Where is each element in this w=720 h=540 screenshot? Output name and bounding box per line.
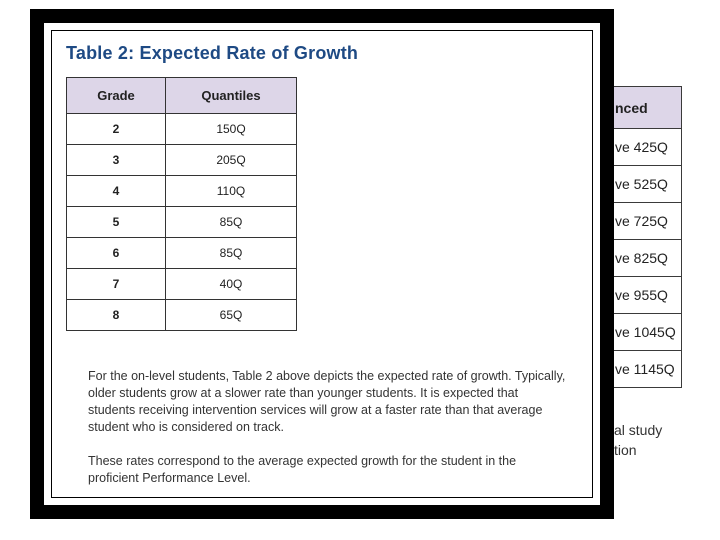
table-row xyxy=(67,269,297,300)
table-row xyxy=(67,176,297,207)
paragraph-growth-description: For the on-level students, Table 2 above depicts the expected rate of growth. Typically, older students grow at a slower rate than younger students. It is expected that students receiving intervention services will grow at a faster rate than that average student who is considered on track. xyxy=(88,369,566,434)
table-row xyxy=(67,114,297,145)
table-row xyxy=(67,300,297,331)
quantiles-cell: 40Q xyxy=(166,269,297,300)
background-text-line: tion xyxy=(614,442,637,458)
document-panel xyxy=(46,25,598,503)
background-text-line: al study xyxy=(614,422,663,438)
background-table-cell: ve 425Q xyxy=(561,129,682,166)
quantiles-cell: 110Q xyxy=(166,176,297,207)
background-table-cell: ve 725Q xyxy=(561,203,682,240)
paragraph-rates-note: These rates correspond to the average expected growth for the student in the proficient Performance Level. xyxy=(88,454,517,485)
background-text xyxy=(614,420,662,460)
quantiles-cell: 205Q xyxy=(166,145,297,176)
growth-table xyxy=(66,77,297,331)
grade-cell: 3 xyxy=(67,145,166,176)
table-row xyxy=(67,207,297,238)
grade-cell: 2 xyxy=(67,114,166,145)
grade-cell: 6 xyxy=(67,238,166,269)
grade-cell: 4 xyxy=(67,176,166,207)
quantiles-cell: 65Q xyxy=(166,300,297,331)
table-title: Table 2: Expected Rate of Growth xyxy=(66,43,359,63)
background-table-cell: ve 1145Q xyxy=(561,351,682,388)
background-table-cell: ve 825Q xyxy=(561,240,682,277)
grade-cell: 8 xyxy=(67,300,166,331)
quantiles-cell: 85Q xyxy=(166,207,297,238)
background-table-cell: ve 1045Q xyxy=(561,314,682,351)
background-table-cell: ve 955Q xyxy=(561,277,682,314)
table-row xyxy=(67,145,297,176)
background-table-header: nced xyxy=(561,87,682,129)
document-frame xyxy=(30,9,614,519)
grade-cell: 7 xyxy=(67,269,166,300)
background-table-cell: ve 525Q xyxy=(561,166,682,203)
quantiles-cell: 85Q xyxy=(166,238,297,269)
quantiles-cell: 150Q xyxy=(166,114,297,145)
column-header-grade: Grade xyxy=(67,78,166,114)
table-row xyxy=(67,238,297,269)
column-header-quantiles: Quantiles xyxy=(166,78,297,114)
grade-cell: 5 xyxy=(67,207,166,238)
